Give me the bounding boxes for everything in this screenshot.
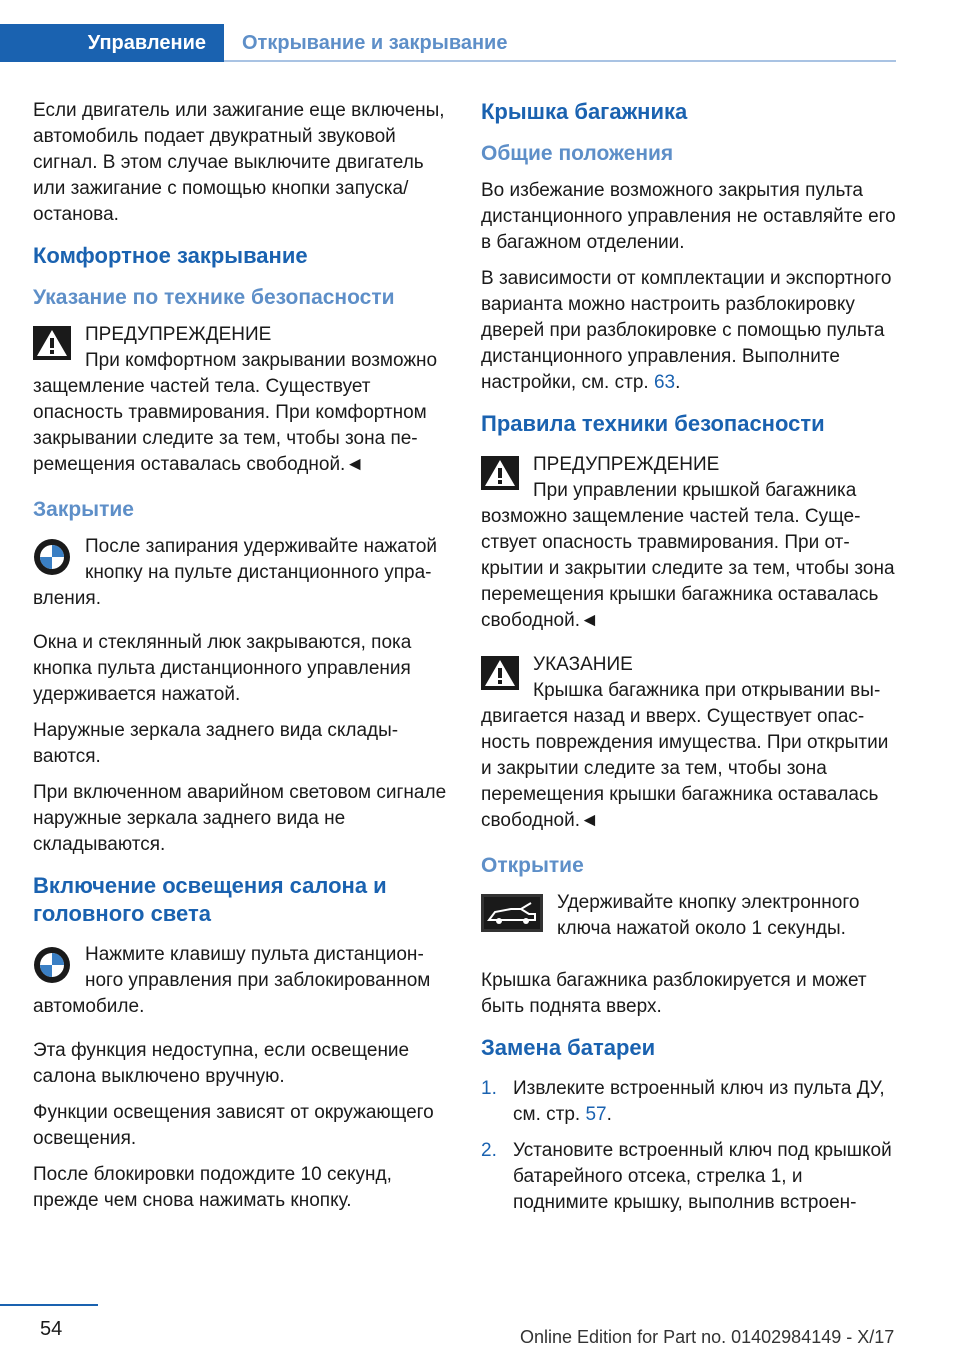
heading-closing: Закрытие [33,498,134,521]
notice-text: Крышка багажника при открывании выдвигается назад и вверх. Существует опасность повреждения имущества. При открытии и закрытии следите за тем, чтобы зона перемещения крышки багажника оставалась свободной.◄ [481,680,889,831]
warning-triangle-icon [481,656,519,690]
battery-steps-list [481,1076,897,1216]
general-paragraph-1: Во избежание возможного закрытия пульта дистанционного управления не оставляйте его в багажном отделении. [481,180,896,253]
step-text-end: . [606,1104,612,1125]
heading-general: Общие положения [481,142,674,165]
opening-text: Удерживайте кнопку электронного ключа нажатой около 1 секунды. [557,892,860,939]
notice-block [481,652,897,834]
edition-footer: Online Edition for Part no. 01402984149 - X/17 [520,1327,895,1347]
right-column [481,98,897,1226]
heading-safety-note: Указание по технике безопасности [33,286,395,309]
bmw-logo-icon [33,946,71,984]
heading-lights: Включение освещения салона и головного света [33,873,387,926]
closing-block [33,534,453,612]
warning-block [481,452,897,634]
list-item [481,1138,897,1216]
heading-trunk-lid: Крышка багажника [481,99,688,124]
opening-paragraph-1: Крышка багажника разблокируется и может быть поднята вверх. [481,970,867,1017]
heading-comfort-closing: Комфортное закрывание [33,243,308,268]
heading-battery: Замена батареи [481,1035,656,1060]
list-item [481,1076,897,1128]
warning-text: При комфортном закрывании возможно защемление частей тела. Существует опасность травмирования. При комфортном закрывании следите за тем, чтобы зона перемещения оставалась свободной.◄ [33,350,438,475]
page-link-57[interactable]: 57 [585,1104,607,1125]
page-header [0,0,960,64]
step-number: 2. [481,1140,497,1161]
bmw-logo-icon [33,538,71,576]
lights-block [33,942,453,1020]
step-text: Установите встроенный ключ под крышкой батарейного отсека, стрелка 1, и поднимите крышку, выполнив встроен- [513,1140,892,1213]
car-trunk-icon [481,894,543,932]
lights-paragraph-3: После блокировки подождите 10 секунд, прежде чем снова нажимать кнопку. [33,1164,392,1211]
closing-paragraph-3: При включенном аварийном световом сигнале наружные зеркала заднего вида не складываются. [33,782,447,855]
warning-block [33,322,453,478]
left-column [33,98,453,1224]
general-paragraph-2-text: В зависимости от комплектации и экспортного варианта можно настроить разблокировку дверей при разблокировке с помощью пульта дистанционного управления. Выполните настройки, см. стр. [481,268,892,393]
general-paragraph-2 [481,266,897,396]
page-number: 54 [40,1318,63,1340]
lights-text: Нажмите клавишу пульта дистанционного управления при заблокированном автомобиле. [33,944,431,1017]
tab-section-active[interactable]: Управление [0,24,224,62]
lights-paragraph-1: Эта функция недоступна, если освещение салона выключено вручную. [33,1040,410,1087]
tab-chapter[interactable]: Открывание и закрывание [242,31,508,54]
notice-title: УКАЗАНИЕ [533,654,633,675]
warning-triangle-icon [481,456,519,490]
warning-title: ПРЕДУПРЕЖДЕНИЕ [85,324,272,345]
closing-text: После запирания удерживайте нажатой кнопку на пульте дистанционного управления. [33,536,438,609]
page-link-63[interactable]: 63 [653,372,676,393]
warning-title: ПРЕДУПРЕЖДЕНИЕ [533,454,720,475]
warning-text: При управлении крышкой багажника возможно защемление частей тела. Существует опасность травмирования. При открытии и закрытии следите за тем, чтобы зона перемещения крышки багажника оставалась свободной.◄ [481,480,895,631]
footer-divider [0,1304,98,1306]
lights-paragraph-2: Функции освещения зависят от окружающего освещения. [33,1102,434,1149]
general-paragraph-2-end: . [675,372,681,393]
heading-opening: Открытие [481,854,584,877]
warning-triangle-icon [33,326,71,360]
heading-safety-rules: Правила техники безопасности [481,411,825,436]
closing-paragraph-1: Окна и стеклянный люк закрываются, пока кнопка пульта дистанционного управления удерживается нажатой. [33,632,412,705]
header-divider [224,60,896,62]
intro-paragraph: Если двигатель или зажигание еще включены, автомобиль подает двукратный звуковой сигнал. В этом случае выключите двигатель или зажигание с помощью кнопки запуска/останова. [33,100,445,225]
opening-block [481,890,897,950]
closing-paragraph-2: Наружные зеркала заднего вида складываются. [33,720,399,767]
step-text: Извлеките встроенный ключ из пульта ДУ, см. стр. [513,1078,885,1125]
step-number: 1. [481,1078,497,1099]
